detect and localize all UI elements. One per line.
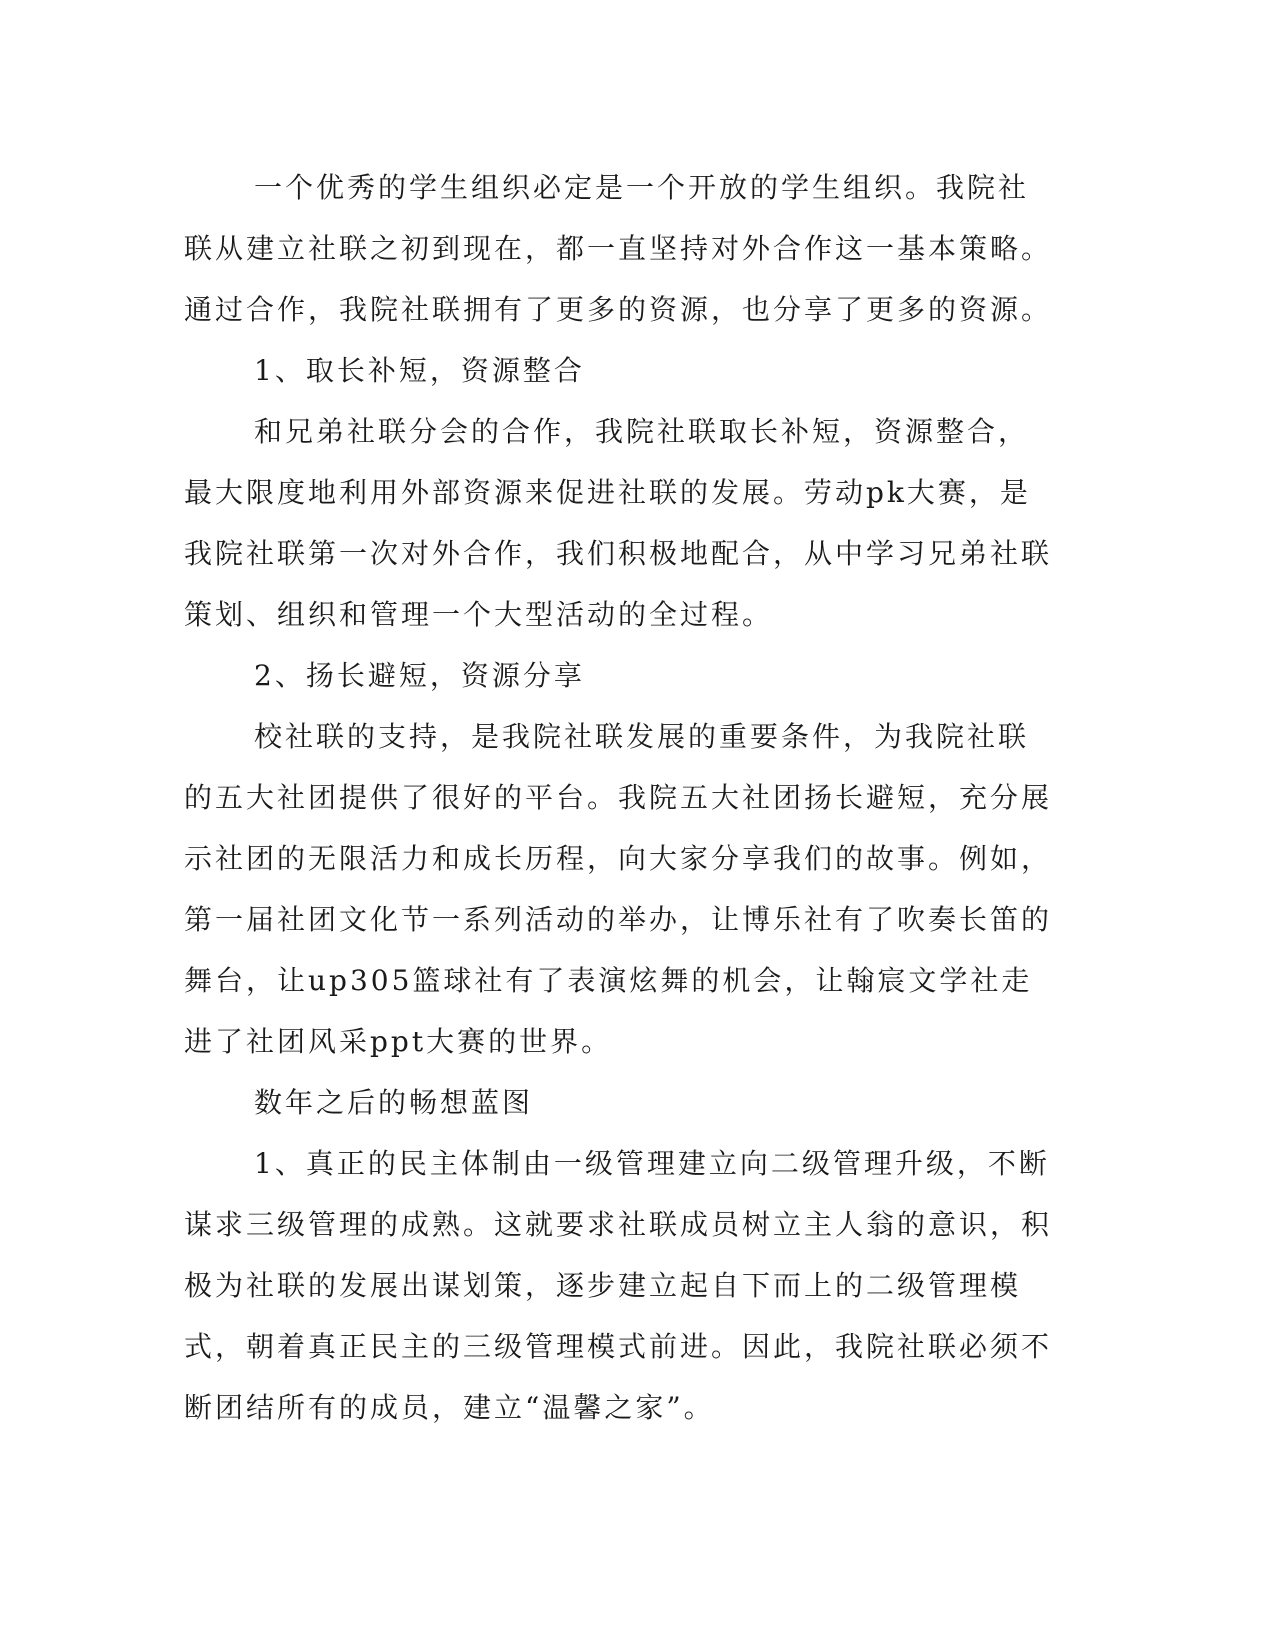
section-heading-1: 1、取长补短，资源整合 [254,354,585,387]
paragraph-democracy: 1、真正的民主体制由一级管理建立向二级管理升级，不断谋求三级管理的成熟。这就要求社联成员树立主人翁的意识，积极为社联的发展出谋划策，逐步建立起自下而上的二级管理模式，朝着真正民主的三级管理模式前进。因此，我院社联必须不断团结所有的成员，建立“温馨之家”。 [184,1147,1053,1424]
section-heading-2: 2、扬长避短，资源分享 [254,659,585,692]
paragraph-support: 校社联的支持，是我院社联发展的重要条件，为我院社联的五大社团提供了很好的平台。我院五大社团扬长避短，充分展示社团的无限活力和成长历程，向大家分享我们的故事。例如，第一届社团文化节一系列活动的举办，让博乐社有了吹奏长笛的舞台，让up305篮球社有了表演炫舞的机会，让翰宸文学社走进了社团风采ppt大赛的世界。 [184,720,1053,1058]
paragraph-cooperation: 和兄弟社联分会的合作，我院社联取长补短，资源整合，最大限度地利用外部资源来促进社联的发展。劳动pk大赛，是我院社联第一次对外合作，我们积极地配合，从中学习兄弟社联策划、组织和管理一个大型活动的全过程。 [184,415,1053,631]
section-heading-blueprint: 数年之后的畅想蓝图 [254,1086,534,1119]
paragraph-intro: 一个优秀的学生组织必定是一个开放的学生组织。我院社联从建立社联之初到现在，都一直坚持对外合作这一基本策略。通过合作，我院社联拥有了更多的资源，也分享了更多的资源。 [184,171,1053,326]
document-body [184,157,1052,1438]
